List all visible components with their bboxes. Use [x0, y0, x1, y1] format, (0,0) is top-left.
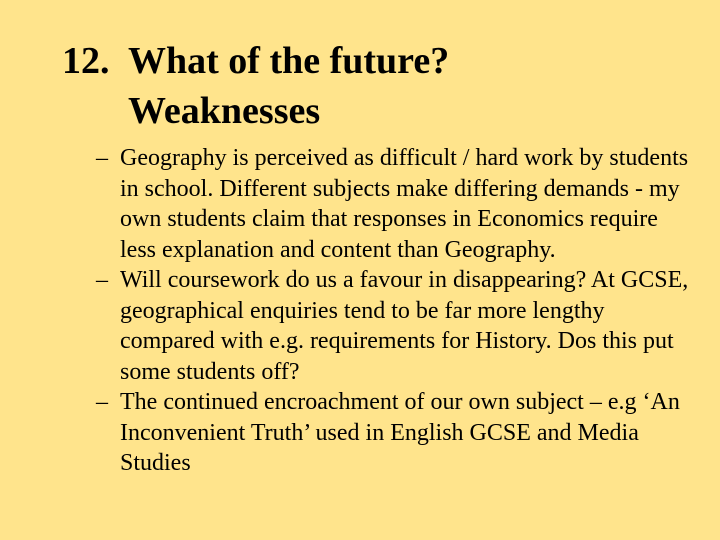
bullet-text: Geography is perceived as difficult / hard work by students in school. Different subjects make differing demands - my own students claim that responses in Economics require less explanation and content than Geography.	[120, 145, 689, 263]
bullet-list	[96, 143, 696, 479]
bullet-dash: –	[96, 145, 108, 171]
title-line-1: What of the future?	[128, 40, 450, 82]
bullet-item	[96, 387, 696, 479]
title-number: 12.	[62, 40, 110, 82]
slide-title	[62, 36, 449, 136]
title-line-2: Weaknesses	[128, 90, 321, 132]
bullet-dash: –	[96, 389, 108, 415]
bullet-item	[96, 143, 696, 265]
bullet-dash: –	[96, 267, 108, 293]
bullet-text: The continued encroachment of our own subject – e.g ‘An Inconvenient Truth’ used in English GCSE and Media Studies	[120, 389, 680, 476]
bullet-item	[96, 265, 696, 387]
bullet-text: Will coursework do us a favour in disappearing? At GCSE, geographical enquiries tend to be far more lengthy compared with e.g. requirements for History. Dos this put some students off?	[120, 267, 689, 385]
